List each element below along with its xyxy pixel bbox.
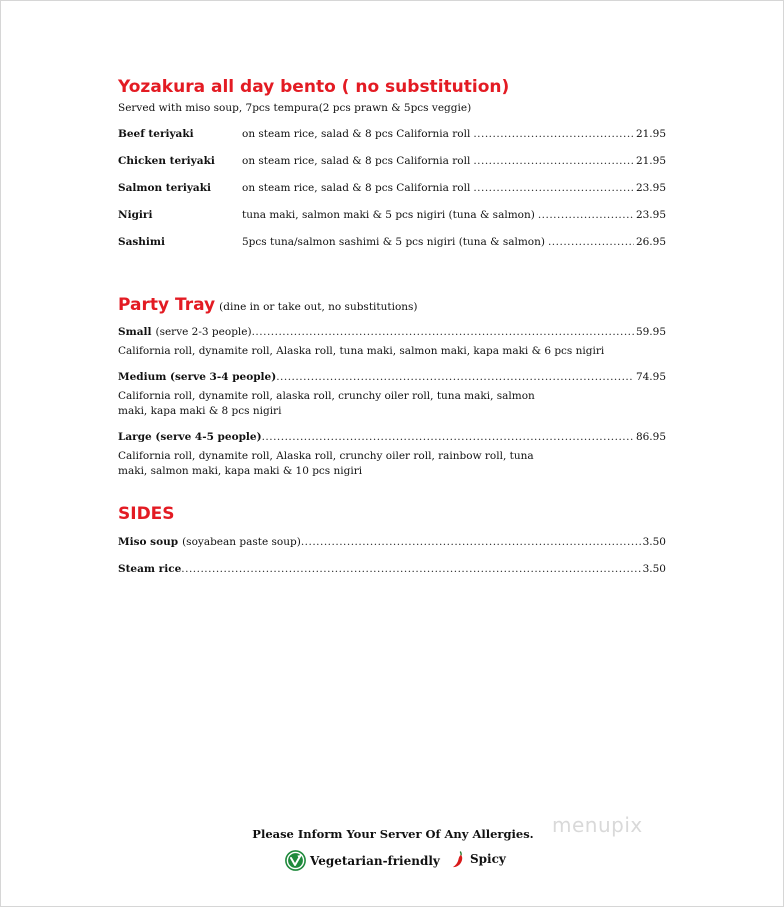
menu-item-price: 21.95: [635, 155, 666, 167]
bento-section-title: Yozakura all day bento ( no substitution): [118, 77, 510, 97]
menu-item-name: Chicken teriyaki: [118, 155, 215, 167]
menu-item-description: tuna maki, salmon maki & 5 pcs nigiri (tuna & salmon): [242, 209, 535, 221]
menu-item: [118, 128, 666, 140]
menu-item-description: on steam rice, salad & 8 pcs California roll: [242, 128, 471, 140]
party-tray-note: (dine in or take out, no substitutions): [219, 301, 418, 313]
menu-item: [118, 371, 666, 383]
chili-pepper-icon: [452, 850, 465, 868]
menu-item-description: 5pcs tuna/salmon sashimi & 5 pcs nigiri (tuna & salmon): [242, 236, 545, 248]
menu-item-contents: California roll, dynamite roll, alaska roll, crunchy oiler roll, tuna maki, salmon maki, kapa maki & 8 pcs nigiri: [118, 390, 535, 417]
menu-item-name: Small: [118, 326, 152, 338]
spicy-label: Spicy: [470, 852, 506, 866]
menu-item-description: on steam rice, salad & 8 pcs California roll: [242, 182, 471, 194]
menu-item-price: 3.50: [642, 563, 666, 575]
party-tray-title: Party Tray: [118, 295, 216, 315]
dot-leader: [252, 326, 634, 338]
menu-item-price: 86.95: [635, 431, 666, 443]
menu-item-name: Beef teriyaki: [118, 128, 194, 140]
dot-leader: [262, 431, 634, 443]
menu-item-name: Salmon teriyaki: [118, 182, 211, 194]
menu-item-note: (serve 2-3 people): [155, 326, 252, 338]
menu-item-name: Steam rice: [118, 563, 182, 575]
menu-item-price: 3.50: [642, 536, 666, 548]
menu-item-contents: California roll, dynamite roll, Alaska roll, tuna maki, salmon maki, kapa maki & 6 pcs nigiri: [118, 345, 605, 357]
party-tray-section-title: [118, 295, 418, 315]
menu-item: [118, 536, 666, 548]
dot-leader: [548, 236, 634, 248]
dot-leader: [538, 209, 634, 221]
dot-leader: [473, 182, 634, 194]
dot-leader: [301, 536, 641, 548]
vegetarian-legend: [285, 850, 440, 871]
menupix-watermark: menupix: [552, 813, 643, 837]
menu-item-description: on steam rice, salad & 8 pcs California roll: [242, 155, 471, 167]
menu-item-contents: California roll, dynamite roll, Alaska roll, crunchy oiler roll, rainbow roll, tuna maki, salmon maki, kapa maki & 10 pcs nigiri: [118, 450, 534, 477]
menu-item-price: 74.95: [635, 371, 666, 383]
spicy-legend: [452, 850, 506, 868]
menu-item-price: 23.95: [635, 182, 666, 194]
menu-item: [118, 209, 666, 221]
menu-item: [118, 431, 666, 443]
menu-item-name: Nigiri: [118, 209, 153, 221]
menu-item-name: Medium (serve 3-4 people): [118, 371, 277, 383]
menu-item-name: Sashimi: [118, 236, 166, 248]
menu-item: [118, 155, 666, 167]
allergy-notice: Please Inform Your Server Of Any Allergies.: [252, 827, 534, 841]
menu-item: [118, 563, 666, 575]
vegetarian-label: Vegetarian-friendly: [310, 853, 440, 868]
bento-subtitle: Served with miso soup, 7pcs tempura(2 pcs prawn & 5pcs veggie): [118, 102, 472, 114]
vegetarian-leaf-icon: [285, 850, 306, 871]
menu-item-note: (soyabean paste soup): [182, 536, 301, 548]
menu-item-price: 23.95: [635, 209, 666, 221]
dot-leader: [473, 155, 634, 167]
menu-item-name: Large (serve 4-5 people): [118, 431, 262, 443]
menu-item-price: 26.95: [635, 236, 666, 248]
menu-item-name: Miso soup: [118, 536, 179, 548]
dot-leader: [181, 563, 640, 575]
dot-leader: [276, 371, 634, 383]
sides-section-title: SIDES: [118, 504, 175, 524]
menu-item: [118, 236, 666, 248]
dot-leader: [473, 128, 634, 140]
menu-item-price: 21.95: [635, 128, 666, 140]
menu-item-price: 59.95: [635, 326, 666, 338]
menu-item: [118, 326, 666, 338]
menu-item: [118, 182, 666, 194]
